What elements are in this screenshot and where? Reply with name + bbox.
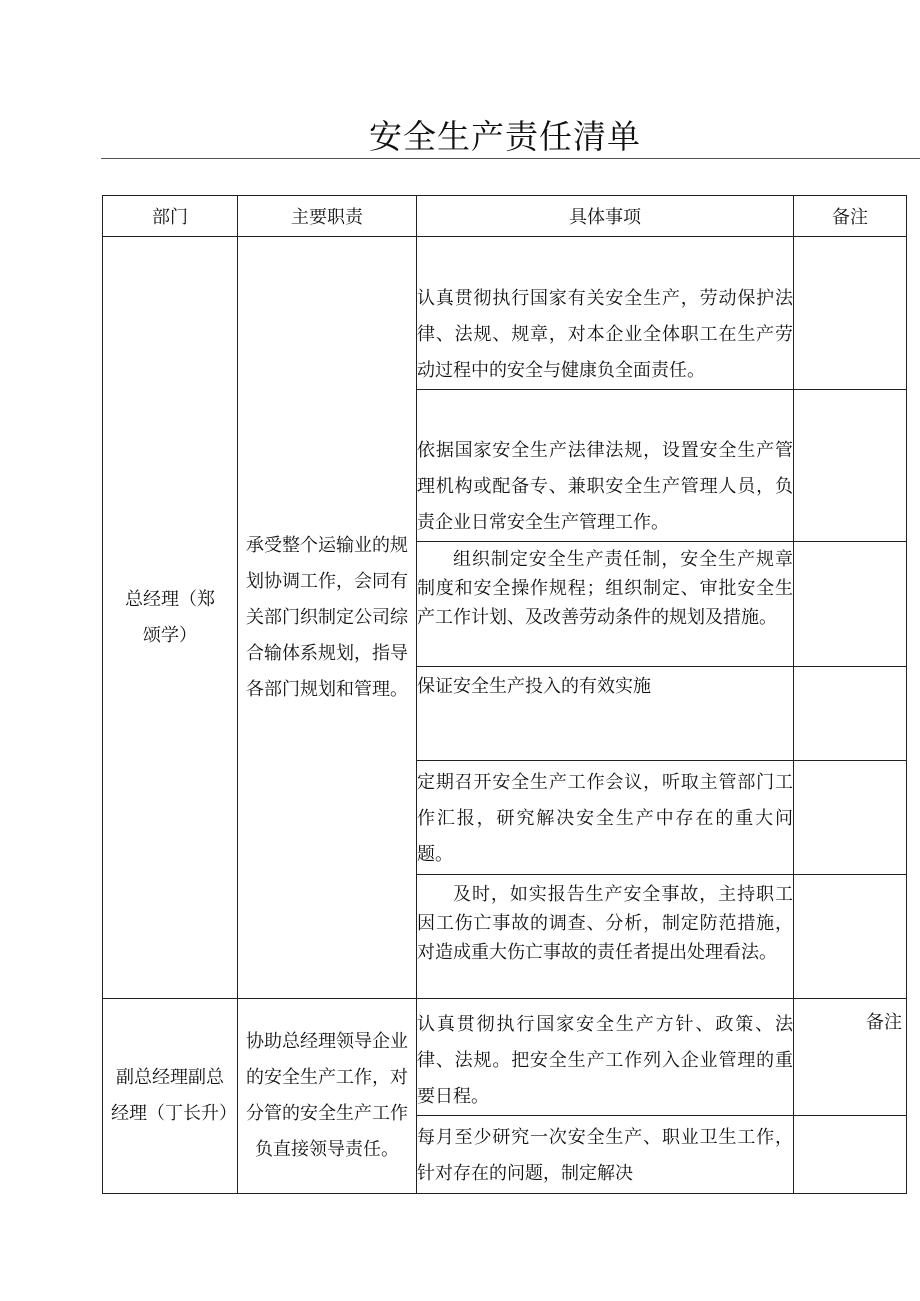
note-text (794, 1116, 906, 1122)
main-duty-cell (238, 237, 417, 999)
department-name: 副总经理副总经理（丁长升） (111, 1067, 237, 1124)
item-cell (417, 542, 794, 667)
note-cell (794, 667, 907, 761)
note-cell (794, 237, 907, 390)
note-cell (794, 875, 907, 999)
item-text: 组织制定安全生产责任制，安全生产规章制度和安全操作规程；组织制定、审批安全生产工作计划、及改善劳动条件的规划及措施。 (417, 549, 793, 628)
main-duty-cell (238, 999, 417, 1194)
item-text: 保证安全生产投入的有效实施 (417, 676, 651, 697)
title-underline (101, 158, 920, 159)
header-specific-items: 具体事项 (417, 196, 794, 237)
item-text: 每月至少研究一次安全生产、职业卫生工作，针对存在的问题，制定解决 (417, 1127, 793, 1184)
header-remarks: 备注 (794, 196, 907, 237)
note-cell (794, 542, 907, 667)
item-text: 依据国家安全生产法律法规，设置安全生产管理机构或配备专、兼职安全生产管理人员，负责企业日常安全生产管理工作。 (417, 440, 793, 533)
note-cell (794, 761, 907, 875)
item-cell (417, 390, 794, 542)
note-text (794, 761, 906, 767)
item-cell (417, 1116, 794, 1194)
table-row (103, 237, 907, 390)
page-title: 安全生产责任清单 (369, 117, 641, 156)
item-text: 及时，如实报告生产安全事故，主持职工因工伤亡事故的调查、分析，制定防范措施，对造成重大伤亡事故的责任者提出处理看法。 (417, 884, 793, 963)
note-cell (794, 390, 907, 542)
note-text (794, 237, 906, 243)
item-cell (417, 761, 794, 875)
item-cell (417, 667, 794, 761)
note-text: 备注 (866, 1012, 902, 1033)
department-cell (103, 237, 238, 999)
item-text: 定期召开安全生产工作会议，听取主管部门工作汇报，研究解决安全生产中存在的重大问题。 (417, 772, 793, 865)
main-duty-text: 承受整个运输业的规划协调工作，会同有关部门织制定公司综合输体系规划，指导各部门规划和管理。 (246, 534, 408, 700)
responsibility-table (102, 195, 907, 1194)
main-duty-text: 协助总经理领导企业的安全生产工作，对分管的安全生产工作负直接领导责任。 (246, 1031, 408, 1160)
item-cell (417, 237, 794, 390)
header-department: 部门 (103, 196, 238, 237)
header-main-duty: 主要职责 (238, 196, 417, 237)
note-cell (794, 1116, 907, 1194)
department-cell (103, 999, 238, 1194)
item-cell (417, 999, 794, 1116)
department-name: 总经理（郑颂学） (125, 588, 215, 646)
item-text: 认真贯彻执行国家有关安全生产，劳动保护法律、法规、规章，对本企业全体职工在生产劳动过程中的安全与健康负全面责任。 (417, 288, 793, 381)
item-cell (417, 875, 794, 999)
item-text: 认真贯彻执行国家安全生产方针、政策、法律、法规。把安全生产工作列入企业管理的重要日程。 (417, 1014, 793, 1107)
table-header-row (103, 196, 907, 237)
table-row (103, 999, 907, 1116)
note-text (794, 875, 906, 881)
note-text (794, 542, 906, 548)
note-text (794, 667, 906, 673)
note-cell (794, 999, 907, 1116)
note-text (794, 390, 906, 396)
